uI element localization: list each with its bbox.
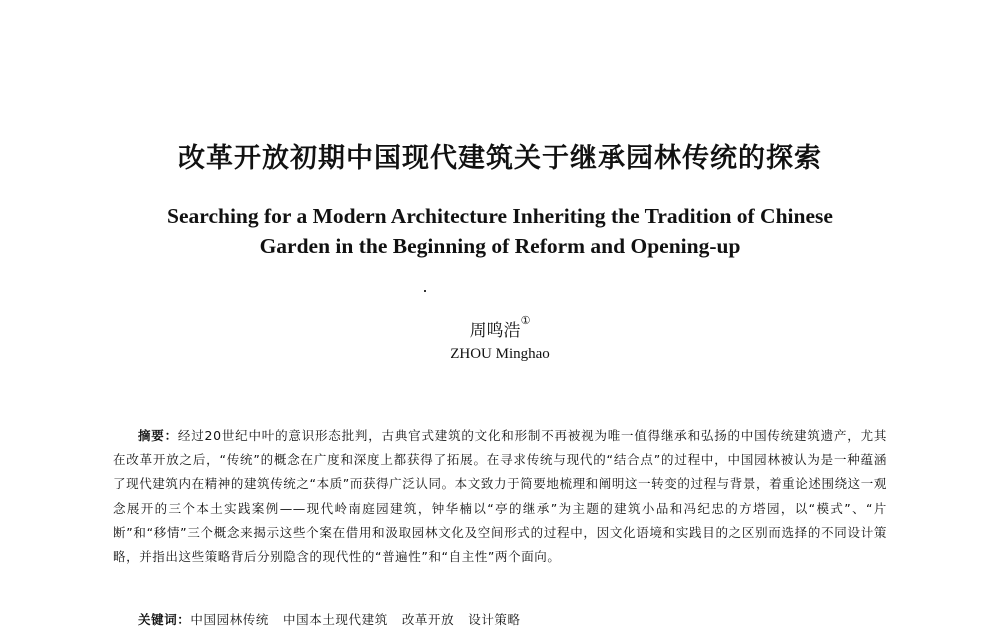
keywords <box>113 610 887 630</box>
author-footnote-mark: ① <box>520 314 531 327</box>
author-english: ZHOU Minghao <box>450 346 550 362</box>
abstract-text: 经过20世纪中叶的意识形态批判，古典官式建筑的文化和形制不再被视为唯一值得继承和弘扬的中国传统建筑遗产，尤其在改革开放之后，“传统”的概念在广度和深度上都获得了拓展。在寻求传统与现代的“结合点”的过程中，中国园林被认为是一种蕴涵了现代建筑内在精神的建筑传统之“本质”而获得广泛认同。本文致力于简要地梳理和阐明这一转变的过程与背景，着重论述围绕这一观念展开的三个本土实践案例——现代岭南庭园建筑，钟华楠以“亭的继承”为主题的建筑小品和冯纪忠的方塔园，以“模式”、“片断”和“移情”三个概念来揭示这些个案在借用和汲取园林文化及空间形式的过程中，因文化语境和实践目的之区别而选择的不同设计策略，并指出这些策略背后分别隐含的现代性的“普遍性”和“自主性”两个面向。 <box>113 428 887 565</box>
keyword-item: 中国园林传统 <box>190 612 270 627</box>
abstract-label: 摘要： <box>138 428 178 443</box>
title-chinese: 改革开放初期中国现代建筑关于继承园林传统的探索 <box>178 143 822 174</box>
keyword-item: 设计策略 <box>468 612 521 627</box>
title-english-line-2: Garden in the Beginning of Reform and Opening-up <box>259 234 741 258</box>
stray-dot <box>424 290 426 292</box>
author-chinese <box>0 316 1000 341</box>
author-name-chinese: 周鸣浩 <box>469 321 521 341</box>
title-english <box>60 201 940 261</box>
keywords-label: 关键词： <box>138 612 191 627</box>
title-english-line-1: Searching for a Modern Architecture Inheriting the Tradition of Chinese <box>167 204 833 228</box>
abstract <box>113 424 887 569</box>
keyword-item: 中国本土现代建筑 <box>283 612 388 627</box>
keyword-item: 改革开放 <box>401 612 455 627</box>
